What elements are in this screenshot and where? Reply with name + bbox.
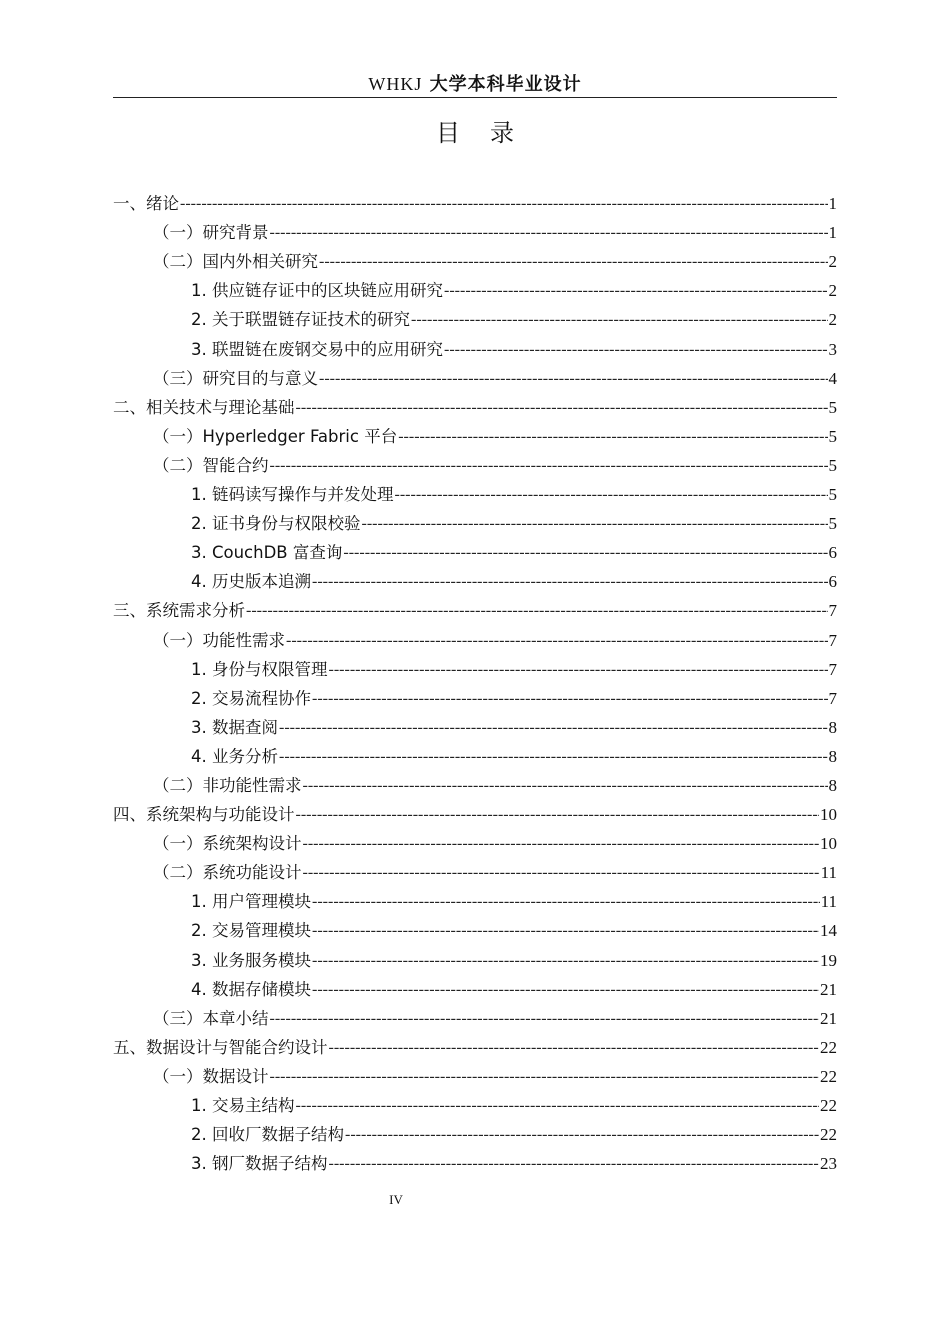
toc-entry-label: 4. 数据存储模块 [191,979,311,999]
toc-entry[interactable] [113,186,837,215]
header-chinese: 大学本科毕业设计 [429,74,582,95]
toc-entry-page: 1 [828,194,837,214]
toc-entry[interactable] [113,797,837,826]
toc-entry-label: 五、数据设计与智能合约设计 [113,1037,328,1057]
toc-entry-page: 8 [828,717,837,737]
toc-leader [296,804,820,826]
toc-leader [270,1066,820,1088]
page-number: IV [389,1192,403,1207]
toc-entry-label: 3. 业务服务模块 [191,950,311,970]
toc-leader [411,309,828,331]
toc-entry[interactable] [113,448,837,477]
toc-leader [444,280,828,302]
toc-leader [444,339,828,361]
toc-entry-page: 14 [820,921,837,941]
toc-entry-page: 11 [820,863,837,883]
toc-entry-page: 7 [828,630,837,650]
toc-entry-label: （二）非功能性需求 [153,775,302,795]
toc-entry-label: 三、系统需求分析 [113,601,245,621]
toc-entry-label: 2. 关于联盟链存证技术的研究 [191,310,410,330]
toc-entry[interactable] [113,273,837,302]
toc-leader [279,717,828,739]
toc-entry[interactable] [113,302,837,331]
toc-entry-label: （一）研究背景 [153,223,269,243]
toc-leader [270,455,828,477]
toc-entry[interactable] [113,506,837,535]
toc-entry-page: 22 [820,1037,837,1057]
toc-entry-page: 2 [828,252,837,272]
toc-entry-label: （一）系统架构设计 [153,834,302,854]
toc-entry-label: 1. 用户管理模块 [191,892,311,912]
toc-entry-label: 1. 交易主结构 [191,1096,295,1115]
toc-leader [312,891,820,913]
toc-entry-label: 1. 链码读写操作与并发处理 [191,485,394,505]
toc-entry[interactable] [113,244,837,273]
toc-entry[interactable] [113,1146,837,1175]
toc-entry-page: 11 [820,892,837,912]
toc-entry-label: （一）Hyperledger Fabric 平台 [153,426,398,446]
toc-leader [180,193,828,215]
toc-entry-label: 3. 联盟链在废钢交易中的应用研究 [191,339,443,359]
toc-leader [246,600,828,622]
toc-leader [303,862,820,884]
toc-entry-label: 3. CouchDB 富查询 [191,543,343,563]
toc-entry[interactable] [113,710,837,739]
toc-entry-page: 5 [828,397,837,417]
toc-entry-page: 10 [820,834,837,854]
toc-entry[interactable] [113,884,837,913]
toc-leader [303,775,828,797]
toc-entry[interactable] [113,1001,837,1030]
toc-leader [296,1095,820,1117]
toc-entry-label: 2. 交易管理模块 [191,921,311,941]
toc-entry-label: 4. 业务分析 [191,746,278,766]
toc-entry[interactable] [113,681,837,710]
toc-entry-page: 21 [820,979,837,999]
toc-entry-label: （一）功能性需求 [153,630,285,650]
toc-entry[interactable] [113,972,837,1001]
toc-entry-page: 6 [828,543,837,563]
toc-entry-page: 4 [828,368,837,388]
toc-entry[interactable] [113,361,837,390]
toc-entry[interactable] [113,826,837,855]
toc-leader [319,251,828,273]
toc-leader [398,426,827,448]
toc-entry[interactable] [113,768,837,797]
toc-entry-label: 一、绪论 [113,194,179,214]
table-of-contents [113,186,837,1175]
toc-entry[interactable] [113,652,837,681]
toc-entry-page: 5 [828,514,837,534]
toc-entry-page: 3 [828,339,837,359]
toc-leader [312,920,819,942]
toc-entry-page: 10 [820,805,837,825]
toc-entry[interactable] [113,913,837,942]
toc-entry[interactable] [113,942,837,971]
toc-entry-label: 3. 钢厂数据子结构 [191,1154,328,1174]
toc-entry[interactable] [113,1059,837,1088]
toc-leader [329,1153,820,1175]
toc-leader [362,513,828,535]
toc-entry[interactable] [113,593,837,622]
toc-entry-label: 二、相关技术与理论基础 [113,397,295,417]
toc-entry-label: （二）智能合约 [153,455,269,475]
toc-entry[interactable] [113,477,837,506]
toc-entry-page: 7 [828,601,837,621]
toc-entry[interactable] [113,855,837,884]
toc-entry-label: 2. 回收厂数据子结构 [191,1125,344,1145]
toc-leader [312,571,828,593]
toc-entry-page: 22 [820,1125,837,1145]
toc-entry-page: 5 [828,485,837,505]
toc-entry-label: 2. 交易流程协作 [191,688,311,708]
toc-entry-label: 1. 供应链存证中的区块链应用研究 [191,281,443,301]
header-title [368,74,581,95]
toc-entry[interactable] [113,622,837,651]
toc-entry-label: （二）系统功能设计 [153,863,302,883]
toc-entry-label: 3. 数据查阅 [191,717,278,737]
page-header [113,70,837,98]
toc-entry[interactable] [113,1030,837,1059]
toc-entry-page: 1 [828,223,837,243]
toc-entry[interactable] [113,535,837,564]
toc-entry-label: （三）本章小结 [153,1008,269,1028]
toc-leader [329,1037,820,1059]
toc-leader [345,1124,819,1146]
toc-entry-page: 8 [828,775,837,795]
toc-entry-page: 21 [820,1008,837,1028]
toc-entry-page: 2 [828,310,837,330]
toc-leader [279,746,828,768]
toc-entry-page: 7 [828,659,837,679]
toc-leader [312,950,819,972]
toc-entry-label: 2. 证书身份与权限校验 [191,514,361,534]
toc-entry[interactable] [113,1117,837,1146]
toc-entry[interactable] [113,564,837,593]
toc-leader [270,222,828,244]
toc-leader [312,979,819,1001]
toc-entry-label: 1. 身份与权限管理 [191,659,328,679]
toc-leader [296,397,828,419]
toc-entry-label: 4. 历史版本追溯 [191,572,311,592]
toc-entry-label: 四、系统架构与功能设计 [113,805,295,825]
toc-title: 目录 [436,119,544,147]
toc-leader [270,1008,820,1030]
toc-entry-page: 5 [828,426,837,446]
toc-entry-page: 2 [828,281,837,301]
toc-leader [329,659,828,681]
toc-entry[interactable] [113,390,837,419]
toc-leader [343,542,827,564]
toc-entry[interactable] [113,331,837,360]
toc-leader [286,630,828,652]
toc-entry[interactable] [113,215,837,244]
toc-entry-page: 19 [820,950,837,970]
toc-leader [395,484,828,506]
header-latin: WHKJ [368,74,423,94]
toc-entry[interactable] [113,1088,837,1117]
toc-leader [312,688,828,710]
toc-leader [319,368,828,390]
toc-entry-page: 5 [828,455,837,475]
toc-entry-page: 6 [828,572,837,592]
toc-entry-page: 7 [828,688,837,708]
toc-entry-label: （二）国内外相关研究 [153,252,318,272]
toc-entry[interactable] [113,419,837,448]
toc-leader [303,833,820,855]
toc-entry-label: （一）数据设计 [153,1066,269,1086]
toc-entry-label: （三）研究目的与意义 [153,368,318,388]
toc-entry-page: 8 [828,746,837,766]
toc-entry[interactable] [113,739,837,768]
toc-entry-page: 22 [820,1096,837,1115]
toc-entry-page: 22 [820,1066,837,1086]
toc-entry-page: 23 [820,1154,837,1174]
